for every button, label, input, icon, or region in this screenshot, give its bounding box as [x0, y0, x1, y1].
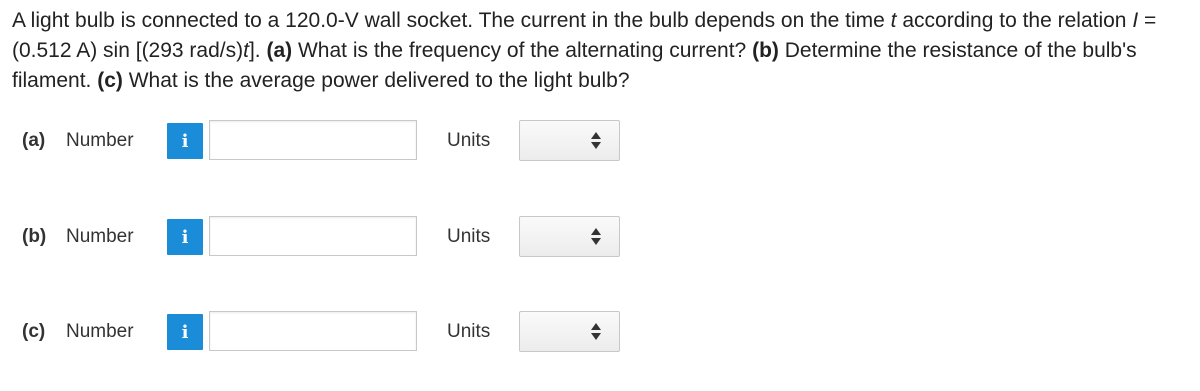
question-var-t: t: [890, 9, 897, 32]
units-label-c: Units: [447, 321, 491, 342]
question-equation: = (0.512 A) sin [(293 rad/s): [12, 9, 1157, 62]
question-part-b-tag: (b): [752, 39, 779, 62]
question-intro: A light bulb is connected to a 120.0-V wall socket. The current in the bulb depends on the time: [12, 9, 891, 32]
select-arrows-icon: [591, 228, 601, 246]
question-close: ].: [248, 39, 267, 62]
answer-row-a: [0, 120, 1200, 162]
question-part-c-tag: (c): [97, 69, 123, 92]
question-text: [12, 6, 1192, 96]
part-label-c: (c): [22, 321, 46, 342]
number-input-b[interactable]: [209, 216, 417, 256]
info-icon-glyph: i: [181, 130, 189, 152]
info-icon[interactable]: [167, 219, 203, 255]
info-icon[interactable]: [167, 314, 203, 350]
number-label-b: Number: [66, 226, 134, 247]
units-select-c[interactable]: [519, 311, 620, 352]
question-var-i: I: [1132, 9, 1139, 32]
part-label-b: (b): [22, 226, 47, 247]
question-part-b-text: Determine the resistance of the bulb's filament.: [12, 39, 1137, 92]
units-select-a[interactable]: [519, 120, 620, 161]
units-select-b[interactable]: [519, 216, 620, 257]
number-input-a[interactable]: [209, 120, 417, 160]
select-arrows-icon: [591, 323, 601, 341]
number-input-c[interactable]: [209, 311, 417, 351]
info-icon-glyph: i: [181, 321, 189, 343]
number-label-c: Number: [66, 321, 134, 342]
question-mid: according to the relation: [896, 9, 1133, 32]
answer-row-c: [0, 311, 1200, 353]
units-label-b: Units: [447, 226, 491, 247]
select-arrows-icon: [591, 132, 601, 150]
question-part-c-text: What is the average power delivered to the light bulb?: [122, 69, 630, 92]
question-part-a-text: What is the frequency of the alternating current?: [292, 39, 753, 62]
number-label-a: Number: [66, 130, 134, 151]
answer-row-b: [0, 216, 1200, 258]
question-var-t2: t: [243, 39, 249, 62]
part-label-a: (a): [22, 130, 46, 151]
units-label-a: Units: [447, 130, 491, 151]
info-icon-glyph: i: [181, 226, 189, 248]
question-part-a-tag: (a): [266, 39, 293, 62]
info-icon[interactable]: [167, 123, 203, 159]
